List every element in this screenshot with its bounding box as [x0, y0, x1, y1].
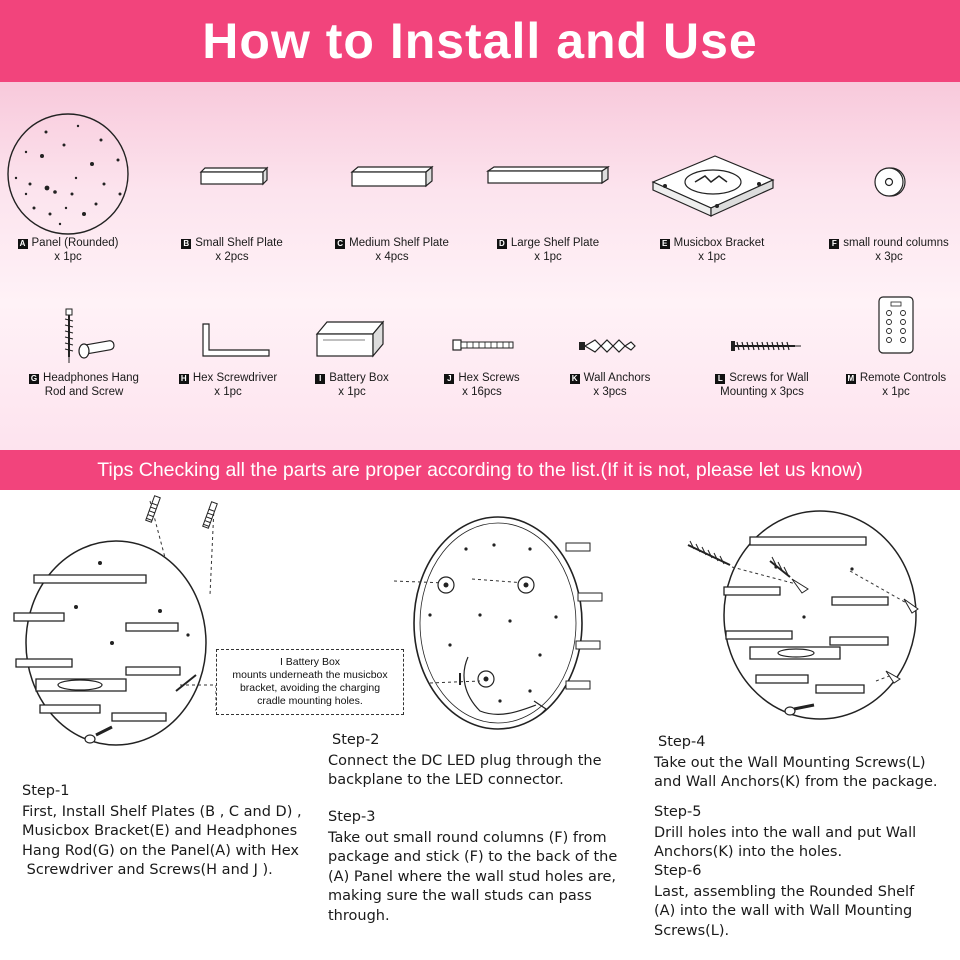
step-line: Connect the DC LED plug through the — [328, 752, 602, 769]
step-1 — [22, 782, 322, 881]
part-letter: C — [335, 239, 345, 249]
part-letter: H — [179, 374, 189, 384]
part-name: Small Shelf Plate — [195, 237, 283, 249]
hex-screw-icon — [437, 316, 527, 371]
part-name: Wall Anchors — [583, 372, 651, 384]
part-letter: L — [715, 374, 725, 384]
callout-line: mounts underneath the musicbox — [232, 669, 388, 681]
callout-line: cradle mounting holes. — [257, 695, 363, 707]
step-title: Step-1 — [22, 783, 70, 799]
tips-banner — [0, 450, 960, 490]
step-line: package and stick (F) to the back of the — [328, 849, 618, 865]
part-qty: x 1pc — [54, 251, 82, 263]
part-letter: K — [570, 374, 580, 384]
step4-illustration — [680, 505, 960, 730]
part-name: Headphones Hang — [43, 372, 139, 384]
part-l — [700, 316, 824, 399]
part-qty: x 1pc — [338, 386, 366, 398]
step-line: Musicbox Bracket(E) and Headphones — [22, 823, 298, 839]
step-5 — [654, 803, 954, 863]
step-line: Take out the Wall Mounting Screws(L) — [654, 754, 926, 771]
step-title: Step-3 — [328, 809, 376, 825]
step-line: Drill holes into the wall and put Wall — [654, 824, 917, 841]
page-title: How to Install and Use — [202, 13, 758, 69]
part-g — [22, 305, 146, 399]
round-column-icon — [869, 160, 909, 236]
callout-line: I Battery Box — [279, 656, 341, 668]
step-title: Step-6 — [654, 863, 702, 879]
part-letter: M — [847, 374, 855, 383]
part-letter: J — [444, 374, 454, 384]
callout-line: bracket, avoiding the charging — [239, 682, 381, 694]
part-name: Medium Shelf Plate — [349, 237, 449, 249]
part-letter: E — [660, 239, 670, 249]
part-h — [166, 316, 290, 399]
step-6 — [654, 862, 954, 941]
part-m — [834, 295, 958, 399]
part-qty: x 4pcs — [375, 251, 409, 263]
part-qty: x 2pcs — [215, 251, 249, 263]
part-d — [486, 164, 610, 264]
part-name: Panel (Rounded) — [31, 237, 119, 249]
part-letter: G — [30, 374, 38, 383]
small-shelf-icon — [187, 164, 277, 236]
round-panel-icon — [6, 112, 130, 236]
step-2 — [328, 731, 648, 791]
part-name: Hex Screwdriver — [192, 372, 278, 384]
step-line: (A) Panel where the wall stud holes are, — [328, 868, 617, 885]
step-line: (A) into the wall with Wall Mounting — [654, 903, 913, 919]
part-name: Screws for Wall — [729, 372, 809, 384]
battery-box-callout — [216, 649, 404, 715]
step-line: and Wall Anchors(K) from the package. — [654, 774, 938, 790]
step-line: Anchors(K) into the holes. — [654, 844, 843, 860]
step-line: through. — [328, 907, 390, 924]
part-name: Remote Controls — [859, 372, 947, 384]
part-name: Large Shelf Plate — [510, 237, 600, 249]
part-f — [824, 160, 954, 264]
part-qty: x 3pc — [875, 251, 903, 263]
part-name: small round columns — [843, 237, 949, 249]
headphone-rod-icon — [44, 305, 124, 371]
part-name-2: Mounting x 3pcs — [720, 386, 804, 398]
part-name: Hex Screws — [458, 372, 520, 384]
wall-screw-icon — [717, 316, 807, 371]
musicbox-bracket-icon — [647, 152, 777, 236]
part-letter: I — [315, 374, 325, 384]
step2-illustration — [390, 505, 610, 735]
part-qty: x 1pc — [882, 386, 910, 398]
part-letter: D — [497, 239, 507, 249]
step-line: Take out small round columns (F) from — [328, 829, 607, 846]
part-b — [170, 164, 294, 264]
tips-text: Tips Checking all the parts are proper according to the list.(If it is not, please let us know) — [97, 458, 863, 481]
part-a — [6, 112, 130, 264]
part-name-2: Rod and Screw — [44, 386, 124, 398]
step-4 — [654, 733, 954, 793]
step-3 — [328, 808, 648, 926]
large-shelf-icon — [486, 164, 610, 236]
part-letter: A — [18, 239, 28, 249]
step-line: Screwdriver and Screws(H and J ). — [22, 862, 273, 878]
hex-key-icon — [183, 316, 273, 371]
part-qty: x 1pc — [534, 251, 562, 263]
step-line: Last, assembling the Rounded Shelf — [654, 883, 915, 900]
part-k — [548, 316, 672, 399]
remote-control-icon — [871, 295, 921, 371]
wall-anchor-icon — [565, 316, 655, 371]
step-line: First, Install Shelf Plates (B , C and D) , — [22, 803, 302, 820]
step-title: Step-4 — [658, 734, 706, 750]
part-c — [325, 164, 459, 264]
part-qty: x 1pc — [698, 251, 726, 263]
part-name: Musicbox Bracket — [673, 237, 765, 249]
step1-illustration — [0, 495, 240, 755]
part-qty: x 16pcs — [462, 386, 502, 398]
part-j — [420, 316, 544, 399]
medium-shelf-icon — [342, 164, 442, 236]
part-i — [290, 316, 414, 399]
battery-box-icon — [307, 316, 397, 371]
part-letter: F — [829, 239, 839, 249]
part-qty: x 3pcs — [593, 386, 627, 398]
step-line: backplane to the LED connector. — [328, 772, 564, 788]
step-line: making sure the wall studs can pass — [328, 888, 592, 904]
part-e — [642, 152, 782, 264]
step-line: Hang Rod(G) on the Panel(A) with Hex — [22, 842, 300, 859]
step-line: Screws(L). — [654, 922, 730, 939]
header-banner — [0, 0, 960, 82]
part-letter: B — [181, 239, 191, 249]
step-title: Step-2 — [332, 732, 380, 748]
part-qty: x 1pc — [214, 386, 242, 398]
step-title: Step-5 — [654, 804, 702, 820]
part-name: Battery Box — [329, 372, 389, 384]
